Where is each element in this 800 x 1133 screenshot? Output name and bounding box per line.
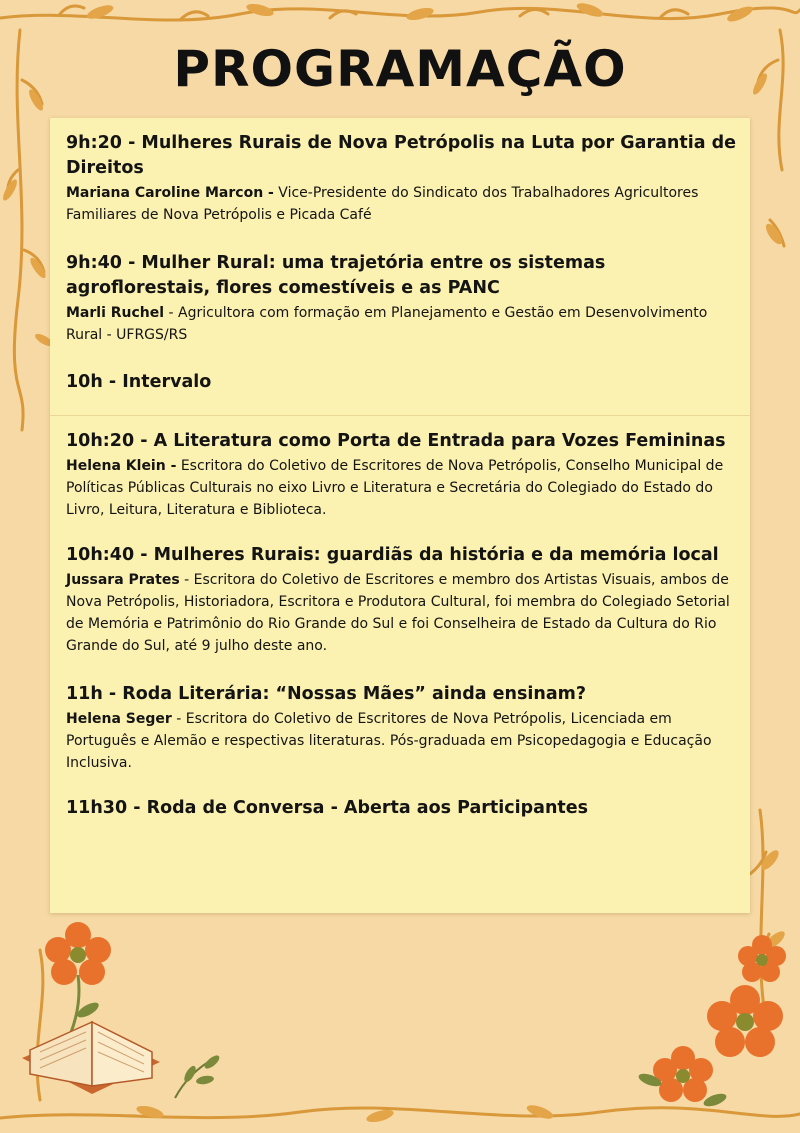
book-icon bbox=[22, 1022, 160, 1094]
flower-icon-right-large bbox=[707, 985, 783, 1057]
schedule-item-1 bbox=[66, 131, 738, 226]
speaker-name: Helena Seger bbox=[66, 711, 172, 727]
sprig-icon bbox=[175, 1053, 221, 1098]
item-description bbox=[66, 182, 738, 226]
speaker-name: Marli Ruchel bbox=[66, 305, 165, 321]
schedule-item-5 bbox=[66, 543, 738, 657]
item-title: 9h:20 - Mulheres Rurais de Nova Petrópolis na Luta por Garantia de Direitos bbox=[66, 133, 736, 178]
schedule-card bbox=[50, 118, 750, 913]
item-title: 10h - Intervalo bbox=[66, 372, 212, 392]
schedule-item-7 bbox=[66, 796, 738, 821]
speaker-bio: - Escritora do Coletivo de Escritores e membro dos Artistas Visuais, ambos de Nova Petrópolis, Historiadora, Escritora e Produtora Cultural, foi membra do Colegiado Setorial de Memória e Patrimônio do Rio Grande do Sul e foi Conselheira de Estado da Cultura do Rio Grande do Sul, até 9 julho deste ano. bbox=[66, 572, 730, 654]
top-vine-ornament bbox=[0, 6, 800, 20]
page-title: PROGRAMAÇÃO bbox=[173, 40, 627, 98]
item-description bbox=[66, 708, 738, 774]
item-title: 11h - Roda Literária: “Nossas Mães” ainda ensinam? bbox=[66, 684, 587, 704]
speaker-bio: Escritora do Coletivo de Escritores de Nova Petrópolis, Conselho Municipal de Políticas Públicas Culturais no eixo Livro e Literatura e Secretária do Colegiado do Estado do Livro, Leitura, Literatura e Biblioteca. bbox=[66, 458, 724, 518]
left-leaves bbox=[1, 88, 55, 349]
item-title: 9h:40 - Mulher Rural: uma trajetória entre os sistemas agroflorestais, flores comestíveis e as PANC bbox=[66, 253, 606, 298]
item-title: 10h:40 - Mulheres Rurais: guardiãs da história e da memória local bbox=[66, 545, 719, 565]
speaker-bio: - Escritora do Coletivo de Escritores de Nova Petrópolis, Licenciada em Português e Alemão e respectivas literaturas. Pós-graduada em Psicopedagogia e Educação Inclusiva. bbox=[66, 711, 712, 771]
schedule-item-6 bbox=[66, 682, 738, 774]
item-description bbox=[66, 455, 738, 521]
flower-icon-right-bottom bbox=[637, 1046, 728, 1109]
item-description bbox=[66, 569, 738, 657]
speaker-bio: Vice-Presidente do Sindicato dos Trabalhadores Agricultores Familiares de Nova Petrópolis e Picada Café bbox=[66, 185, 699, 223]
speaker-bio: - Agricultora com formação em Planejamento e Gestão em Desenvolvimento Rural - UFRGS/RS bbox=[66, 305, 708, 343]
item-title: 11h30 - Roda de Conversa - Aberta aos Participantes bbox=[66, 798, 589, 818]
schedule-item-2 bbox=[66, 251, 738, 346]
speaker-name: Helena Klein - bbox=[66, 458, 177, 474]
schedule-item-3 bbox=[66, 370, 738, 395]
card-divider bbox=[50, 415, 750, 416]
speaker-name: Jussara Prates bbox=[66, 572, 180, 588]
item-description bbox=[66, 302, 738, 346]
schedule-item-4 bbox=[66, 429, 738, 521]
flower-icon-left bbox=[45, 922, 111, 1035]
item-title: 10h:20 - A Literatura como Porta de Entrada para Vozes Femininas bbox=[66, 431, 726, 451]
speaker-name: Mariana Caroline Marcon - bbox=[66, 185, 274, 201]
